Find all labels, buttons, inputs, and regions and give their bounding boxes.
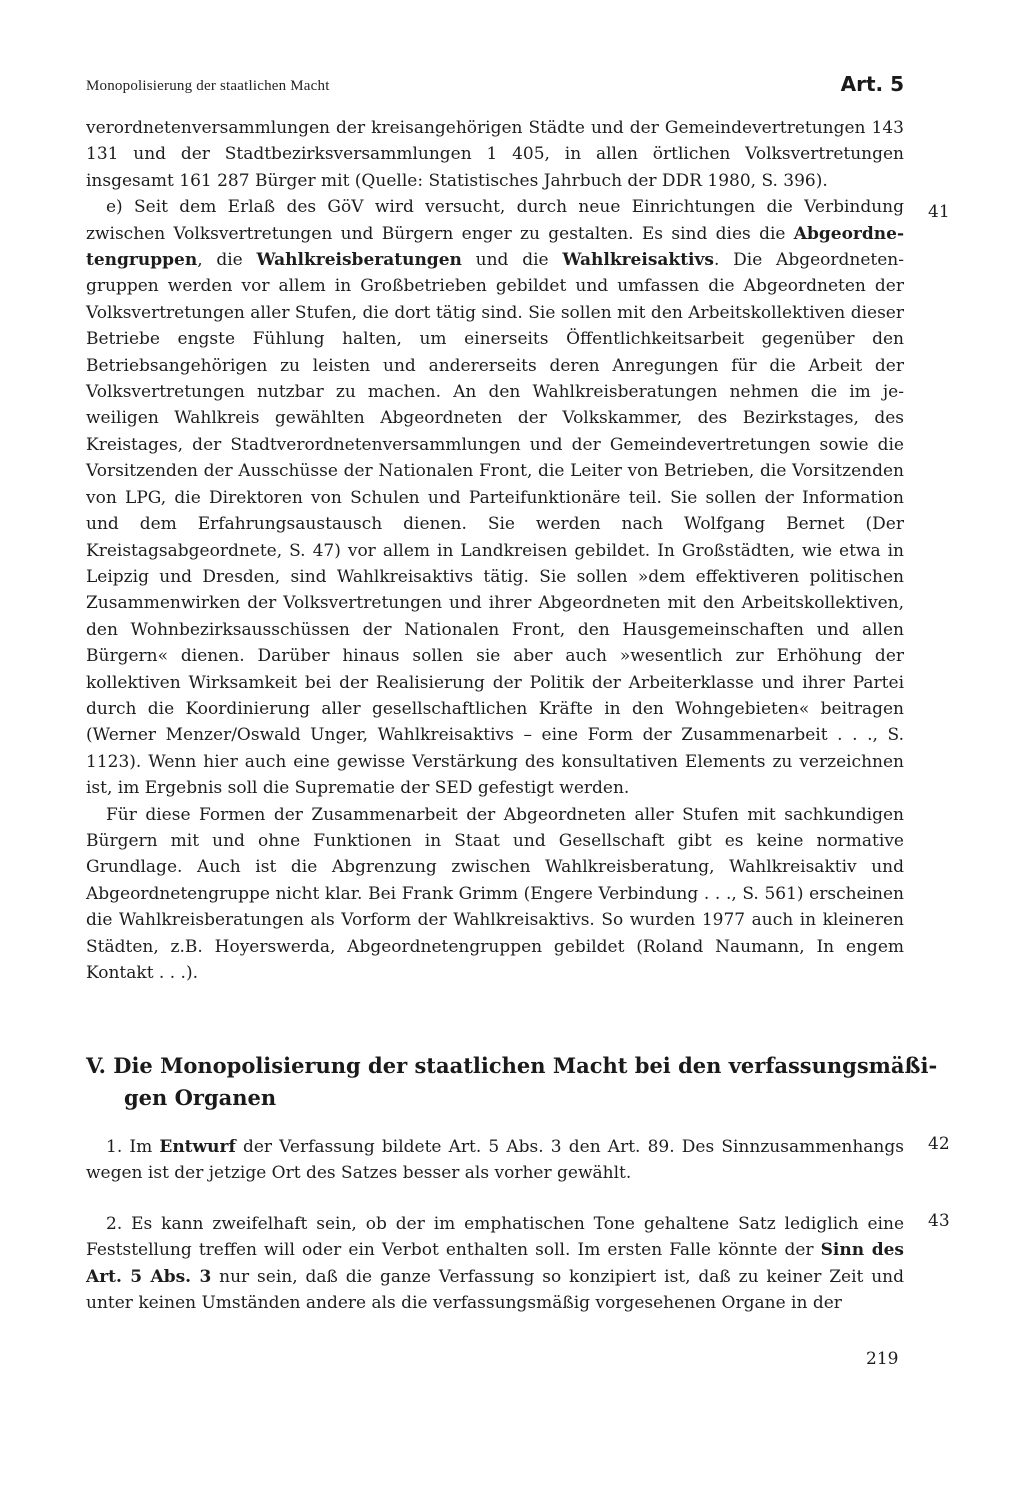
bold-term-entwurf: Entwurf (159, 1137, 236, 1157)
paragraph-entwurf (86, 1134, 904, 1187)
text-run: und die (461, 250, 563, 271)
running-header-title: Monopolisierung der staatlichen Macht (86, 78, 330, 94)
text-run: e) Seit dem Erlaß des GöV wird versucht, durch neue Einrichtungen die Verbindung zwischen Volksvertretungen und Bürgern enger zu gestalten. Es sind dies die (86, 197, 904, 244)
margin-number-43: 43 (928, 1211, 950, 1231)
body-block-2 (86, 1134, 904, 1187)
article-label: Art. 5 (840, 72, 904, 96)
text-run: . Die Abgeordnetengruppen werden vor allem in Großbetrieben gebildet und umfassen die Abgeordneten der Volksvertretungen aller Stufen, die dort tätig sind. Sie sollen mit den Arbeitskollektiven dieser Betriebe engste Fühlung halten, um einerseits Öffentlichkeitsarbeit gegenüber den Betriebsangehörigen zu leisten und andererseits deren Anregungen für die Arbeit der Volksvertretungen nutzbar zu machen. An den Wahlkreisberatungen nehmen die im jeweiligen Wahlkreis gewählten Abgeordneten der Volkskammer, des Bezirkstages, des Kreistages, der Stadtverordnetenversammlungen und der Gemeindevertretungen sowie die Vorsitzenden der Ausschüsse der Nationalen Front, die Leiter von Betrieben, die Vorsitzenden von LPG, die Direktoren von Schulen und Parteifunktionäre teil. Sie sollen der Information und dem Erfahrungsaustausch dienen. Sie werden nach Wolfgang Bernet (Der Kreistagsabgeordnete, S. 47) vor allem in Landkreisen gebildet. In Großstädten, wie etwa in Leipzig und Dresden, sind Wahlkreisaktivs tätig. Sie sollen »dem effektiveren politischen Zusammenwirken der Volksvertretungen und ihrer Abgeordneten mit den Arbeitskollektiven, den Wohnbezirksausschüssen der Nationalen Front, den Hausgemeinschaften und allen Bürgern« dienen. Darüber hinaus sollen sie aber auch »wesentlich zur Erhöhung der kollektiven Wirksamkeit bei der Realisierung der Politik der Arbeiterklasse und ihrer Partei durch die Koordinierung aller gesellschaftlichen Kräfte in den Wohngebieten« beitragen (Werner Menzer/Oswald Unger, Wahlkreisaktivs – eine Form der Zusammenarbeit . . ., S. 1123). Wenn hier auch eine gewisse Verstärkung des konsultativen Elements zu verzeichnen ist, im Ergebnis soll die Suprematie der SED gefestigt werden. (86, 250, 904, 799)
bold-term-wahlkreisberatungen: Wahlkreisberatungen (256, 250, 462, 271)
text-run: 2. Es kann zweifelhaft sein, ob der im emphatischen Tone gehaltene Satz lediglich eine Feststellung treffen will oder ein Verbot enthalten soll. Im ersten Falle könnte der (86, 1214, 904, 1261)
paragraph-formen: Für diese Formen der Zusammenarbeit der Abgeordneten aller Stufen mit sachkundigen Bürgern mit und ohne Funktionen in Staat und Gesellschaft gibt es keine normative Grundlage. Auch ist die Abgrenzung zwischen Wahlkreisberatung, Wahlkreisaktiv und Abgeordnetengruppe nicht klar. Bei Frank Grimm (Engere Verbindung . . ., S. 561) erscheinen die Wahlkreisberatungen als Vorform der Wahlkreisaktivs. So wurden 1977 auch in kleineren Städten, z.B. Hoyerswerda, Abgeordnetengruppen gebildet (Roland Naumann, In engem Kontakt . . .). (86, 804, 904, 983)
margin-number-42: 42 (928, 1134, 950, 1154)
section-heading: V. Die Monopolisierung der staatlichen Macht bei den verfassungsmäßigen Organen (86, 1053, 938, 1110)
margin-number-41: 41 (928, 202, 950, 222)
body-block-3 (86, 1211, 904, 1317)
paragraph-zweifelhaft (86, 1211, 904, 1317)
paragraph-continued: verordnetenversammlungen der kreisangehörigen Städte und der Gemeindevertretungen 143 131 und der Stadtbezirksversammlungen 1 405, in allen örtlichen Volksvertretungen insgesamt 161 287 Bürger mit (Quelle: Statistisches Jahrbuch der DDR 1980, S. 396). (86, 118, 904, 191)
page-number: 219 (866, 1349, 899, 1369)
body-block-1 (86, 115, 904, 986)
text-run: der Verfassung bildete Art. 5 Abs. 3 den Art. 89. Des Sinnzusammenhangs wegen ist der jetzige Ort des Satzes besser als vorher gewählt. (86, 1137, 904, 1184)
text-run: nur sein, daß die ganze Verfassung so konzipiert ist, daß zu keiner Zeit und unter keinen Umständen andere als die verfassungsmäßig vorgesehenen Organe in der (86, 1266, 904, 1314)
bold-term-abgeordnetengruppen: Abgeordnetengruppen (86, 223, 904, 271)
text-run: 1. Im (106, 1137, 160, 1157)
bold-term-sinn: Sinn des Art. 5 Abs. 3 (86, 1240, 904, 1287)
text-run: , die (197, 250, 257, 271)
paragraph-e (86, 194, 904, 801)
bold-term-wahlkreisaktivs: Wahlkreisaktivs (562, 250, 714, 271)
